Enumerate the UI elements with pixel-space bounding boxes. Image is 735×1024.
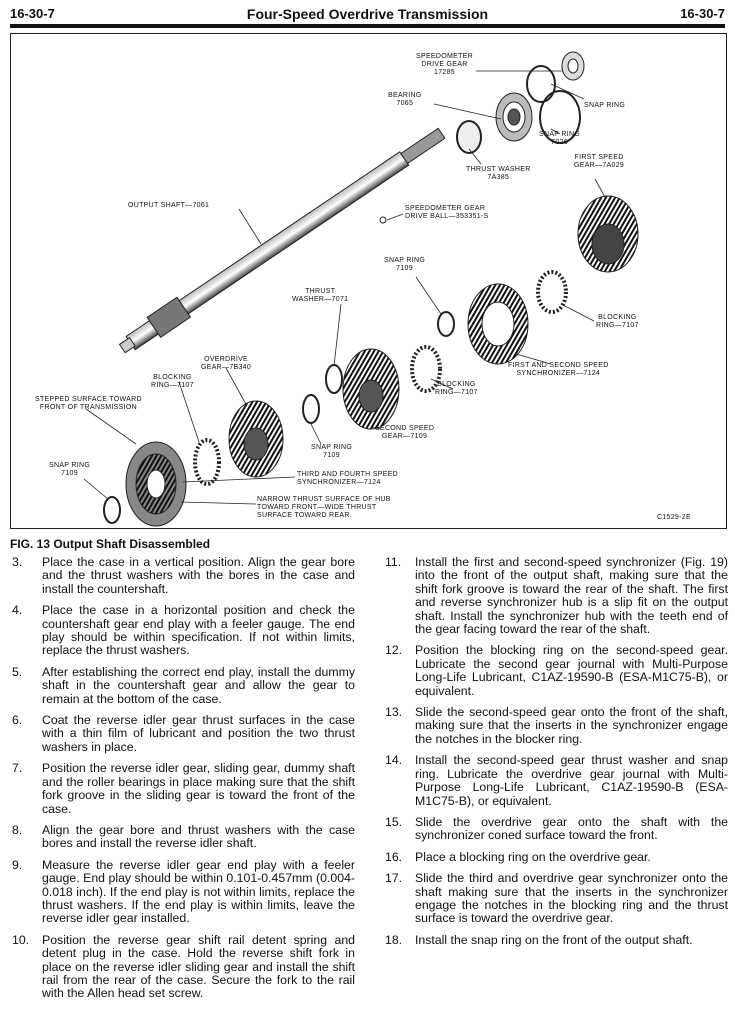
step-item: 18. Install the snap ring on the front of the output shaft. <box>385 932 693 947</box>
step-item: 8. Align the gear bore and thrust washers with the case bores and install the reverse idler shaft. <box>12 822 355 851</box>
snap-ring-7109b <box>303 395 319 423</box>
label-snap-ring-left: SNAP RING 7109 <box>49 462 91 477</box>
label-drive-ball: SPEEDOMETER GEAR DRIVE BALL—353351-S <box>405 205 489 220</box>
step-item: 10. Position the reverse gear shift rail detent spring and detent plug in the case. Hold the reverse shift fork in place on the reverse idler sliding gear and install the shift rail from the rear of the case. Secure the fork to the rail with the Allen head set screw. <box>12 932 355 1001</box>
snap-ring-7109a <box>438 312 454 336</box>
steps-left-column <box>10 556 355 1009</box>
step-item: 9. Measure the reverse idler gear end play with a feeler gauge. End play should be within 0.101-0.457mm (0.004-0.018 inch). If the end play is not within limits, replace the thrust washers. If the end play is within limits, leave the reverse idler gear installed. <box>12 857 355 926</box>
snap-ring-rear <box>527 66 555 102</box>
step-item: 15. Slide the overdrive gear onto the shaft with the synchronizer coned surface toward the front. <box>385 814 728 843</box>
page-header <box>10 2 725 26</box>
label-output-shaft: OUTPUT SHAFT—7061 <box>128 202 210 209</box>
label-thrust-washer: THRUST WASHER 7A385 <box>466 166 531 181</box>
figure-code: C1529-2E <box>657 514 691 521</box>
step-item: 7. Position the reverse idler gear, sliding gear, dummy shaft and the roller bearings in place making sure that the shift fork groove in the sliding gear is toward the front of the case. <box>12 761 355 816</box>
first-speed-gear <box>578 196 638 272</box>
drive-ball <box>380 217 386 223</box>
label-blocking-ring-mid: BLOCKING RING—7107 <box>435 381 478 396</box>
output-shaft <box>116 123 449 358</box>
third-fourth-synchronizer <box>126 442 186 526</box>
label-thrust-washer-7071: THRUST WASHER—7071 <box>292 288 349 303</box>
bearing-7065 <box>496 93 532 141</box>
label-blocking-ring-right: BLOCKING RING—7107 <box>596 314 639 329</box>
page-number-right: 16-30-7 <box>680 6 725 21</box>
step-item: 16. Place a blocking ring on the overdrive gear. <box>385 849 651 864</box>
label-third-fourth-synchronizer: THIRD AND FOURTH SPEED SYNCHRONIZER—7124 <box>297 471 398 486</box>
label-snap-ring-top: SNAP RING <box>584 102 626 109</box>
label-second-speed-gear: SECOND SPEED GEAR—7109 <box>375 425 435 440</box>
label-first-second-synchronizer: FIRST AND SECOND SPEED SYNCHRONIZER—7124 <box>508 362 609 377</box>
figure-caption: FIG. 13 Output Shaft Disassembled <box>10 537 211 551</box>
label-overdrive-gear: OVERDRIVE GEAR—7B340 <box>201 356 252 371</box>
label-blocking-ring-left: BLOCKING RING—7107 <box>151 374 194 389</box>
thrust-washer-7a385 <box>457 121 481 153</box>
blocking-ring-right <box>538 272 566 312</box>
label-snap-ring-7109a: SNAP RING 7109 <box>384 257 426 272</box>
step-item: 4. Place the case in a horizontal position and check the countershaft gear end play with a feeler gauge. The end play should be within specification. If not within limits, replace the thrust washers. <box>12 603 355 658</box>
step-item: 17. Slide the third and overdrive gear synchronizer onto the shaft making sure that the inserts in the synchronizer engage the notches in the blocking ring and the thrust surface is toward the overdrive gear. <box>385 871 728 926</box>
thrust-washer-7071 <box>326 365 342 393</box>
step-item: 5. After establishing the correct end play, install the dummy shaft in the countershaft gear and allow the gear to remain at the bottom of the case. <box>12 664 355 706</box>
first-second-synchronizer <box>468 284 528 364</box>
label-snap-ring-7026: SNAP RING 7026 <box>539 131 581 146</box>
snap-ring-left <box>104 497 120 523</box>
label-narrow-thrust-surface: NARROW THRUST SURFACE OF HUB TOWARD FRONT—WIDE THRUST SURFACE TOWARD REAR. <box>257 496 391 519</box>
second-speed-gear <box>343 349 399 429</box>
header-rule <box>10 24 725 28</box>
step-item: 13. Slide the second-speed gear onto the front of the shaft, making sure that the inserts in the synchronizer engage the notches in the blocker ring. <box>385 705 728 746</box>
step-item: 3. Place the case in a vertical position. Align the gear bore and the thrust washers with the bores in the case and install the countershaft. <box>12 555 355 596</box>
step-item: 14. Install the second-speed gear thrust washer and snap ring. Lubricate the overdrive gear journal with Multi-Purpose Long-Life Lubricant, C1AZ-19590-B (ESA-M1C75-B), or equivalent. <box>385 753 728 808</box>
blocking-ring-left <box>195 440 219 484</box>
page-title: Four-Speed Overdrive Transmission <box>246 6 489 22</box>
label-stepped-surface: STEPPED SURFACE TOWARD FRONT OF TRANSMISSION <box>35 396 142 411</box>
label-speedometer-drive-gear: SPEEDOMETER DRIVE GEAR 17285 <box>416 53 473 76</box>
step-item: 6. Coat the reverse idler gear thrust surfaces in the case with a thin film of lubricant and position the two thrust washers in place. <box>12 713 355 754</box>
overdrive-gear <box>229 401 283 477</box>
label-bearing: BEARING 7065 <box>388 92 422 107</box>
label-snap-ring-7109b: SNAP RING 7109 <box>311 444 353 459</box>
exploded-diagram <box>10 33 727 529</box>
step-item: 12. Position the blocking ring on the second-speed gear. Lubricate the second gear journal with Multi-Purpose Long-Life Lubricant, C1AZ-19590-B (ESA-M1C75-B), or equivalent. <box>385 643 728 698</box>
label-first-speed-gear: FIRST SPEED GEAR—7A029 <box>574 154 625 169</box>
steps-right-column <box>383 556 728 955</box>
page-number-left: 16-30-7 <box>10 6 55 21</box>
step-item: 11. Install the first and second-speed synchronizer (Fig. 19) into the front of the output shaft, making sure that the shift fork groove is toward the rear of the shaft. The first and reverse synchronizer hub is a slip fit on the output shaft. Install the synchronizer hub with the teeth end of the gear facing toward the rear of the shaft. <box>385 555 728 637</box>
speedometer-drive-gear <box>562 52 584 80</box>
